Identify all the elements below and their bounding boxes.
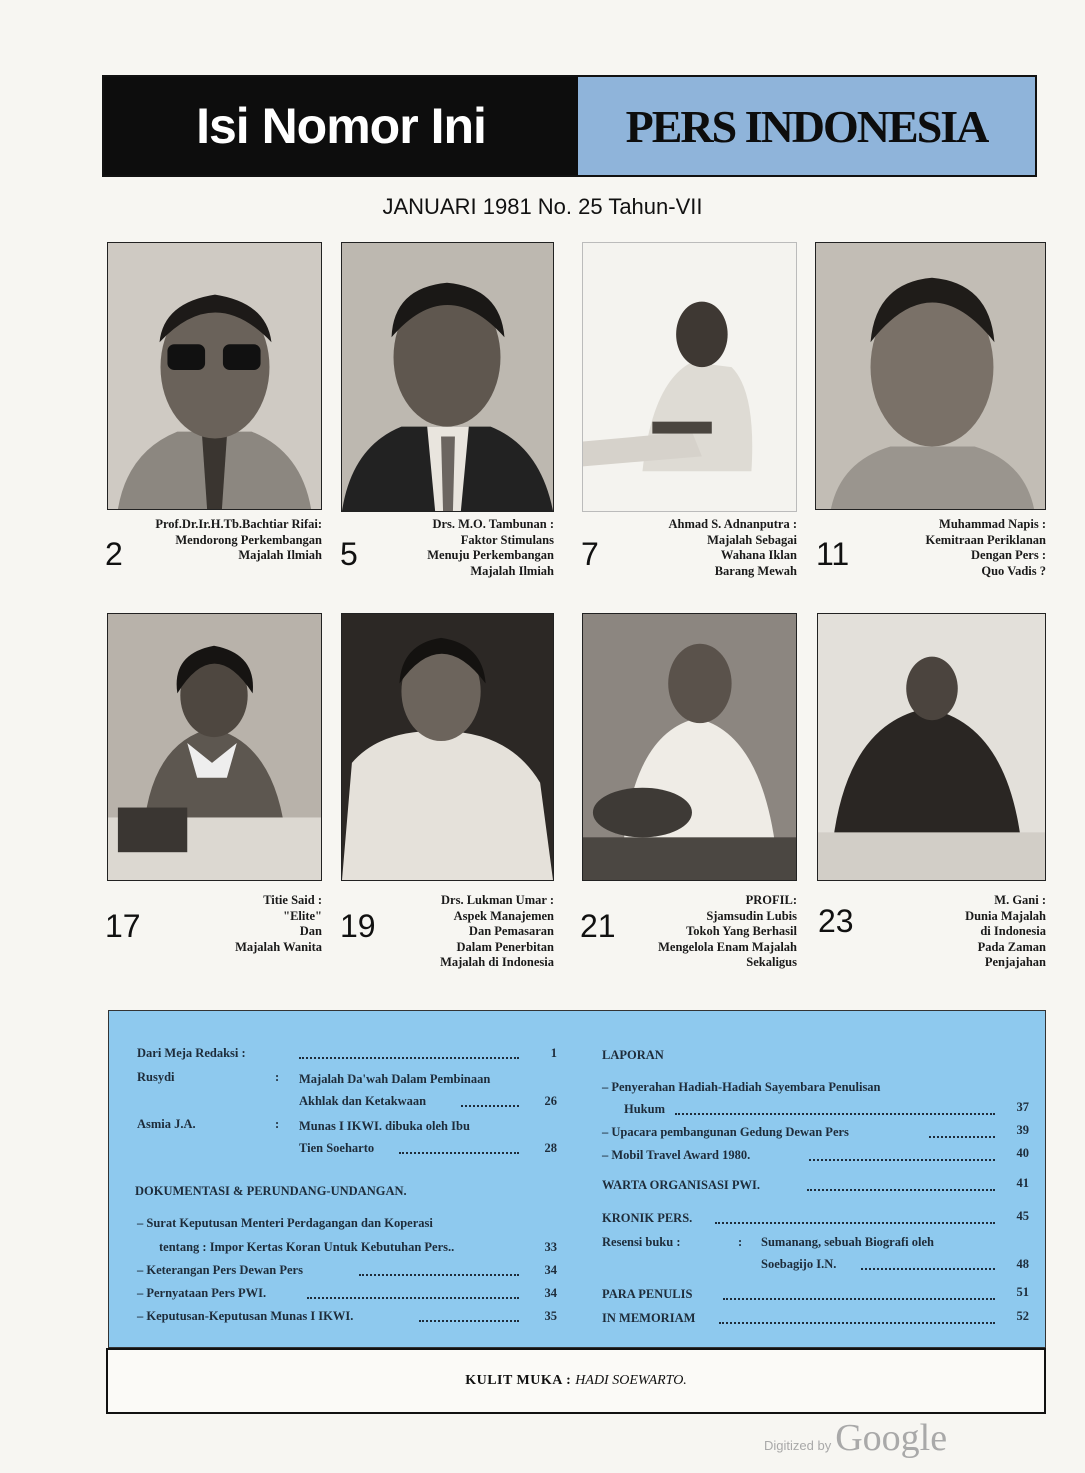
dot-leader bbox=[675, 1113, 995, 1115]
toc-page: 39 bbox=[1016, 1123, 1029, 1137]
page-number: 23 bbox=[818, 903, 854, 939]
toc-page: 48 bbox=[1016, 1257, 1029, 1271]
toc-colon: : bbox=[738, 1235, 743, 1249]
toc-title: Akhlak dan Ketakwaan bbox=[299, 1094, 427, 1108]
toc-page: 37 bbox=[1016, 1100, 1029, 1114]
page-number: 21 bbox=[580, 908, 616, 944]
toc-item: Hukum bbox=[624, 1102, 665, 1116]
article-caption: Drs. M.O. Tambunan : Faktor Stimulans Menuju Perkembangan Majalah Ilmiah bbox=[427, 517, 554, 578]
toc-title: Soebagijo I.N. bbox=[761, 1257, 837, 1271]
dot-leader bbox=[929, 1136, 995, 1138]
dot-leader bbox=[715, 1222, 995, 1224]
toc-label: Resensi buku : bbox=[602, 1235, 681, 1249]
page-number: 11 bbox=[816, 536, 850, 572]
digitized-watermark bbox=[764, 1416, 947, 1460]
article-caption: M. Gani : Dunia Majalah di Indonesia Pada Zaman Penjajahan bbox=[965, 893, 1046, 969]
article-caption: Prof.Dr.Ir.H.Tb.Bachtiar Rifai: Mendorong Perkembangan Majalah Ilmiah bbox=[155, 517, 322, 562]
dot-leader bbox=[809, 1159, 995, 1161]
photo-portrait-5 bbox=[107, 613, 322, 881]
photo-portrait-2 bbox=[341, 242, 554, 512]
toc-title: Sumanang, sebuah Biografi oleh bbox=[761, 1235, 934, 1249]
toc-item: – Upacara pembangunan Gedung Dewan Pers bbox=[602, 1125, 849, 1139]
toc-item: – Penyerahan Hadiah-Hadiah Sayembara Penulisan bbox=[602, 1080, 881, 1094]
toc-page: 28 bbox=[544, 1141, 557, 1155]
google-logo: Google bbox=[835, 1417, 948, 1459]
toc-author: Asmia J.A. bbox=[137, 1117, 196, 1131]
dot-leader bbox=[461, 1105, 519, 1107]
toc-page: 34 bbox=[544, 1286, 557, 1300]
toc-item: – Keterangan Pers Dewan Pers bbox=[137, 1263, 303, 1277]
toc-label: Dari Meja Redaksi : bbox=[137, 1046, 246, 1060]
article-caption: Muhammad Napis : Kemitraan Periklanan Dengan Pers : Quo Vadis ? bbox=[925, 517, 1046, 578]
toc-title: Majalah Da'wah Dalam Pembinaan bbox=[299, 1072, 491, 1086]
cover-credit-name: HADI SOEWARTO. bbox=[575, 1373, 687, 1388]
article-caption: PROFIL: Sjamsudin Lubis Tokoh Yang Berhasil Mengelola Enam Majalah Sekaligus bbox=[658, 893, 797, 969]
dot-leader bbox=[399, 1152, 519, 1154]
toc-item: – Surat Keputusan Menteri Perdagangan dan Koperasi bbox=[137, 1216, 433, 1230]
toc-label: IN MEMORIAM bbox=[602, 1311, 696, 1325]
toc-box bbox=[108, 1010, 1046, 1348]
toc-page: 40 bbox=[1016, 1146, 1029, 1160]
page-number: 2 bbox=[105, 536, 123, 572]
toc-item: – Pernyataan Pers PWI. bbox=[137, 1286, 267, 1300]
contents-title: Isi Nomor Ini bbox=[104, 77, 578, 175]
magazine-title: PERS INDONESIA bbox=[578, 77, 1035, 175]
toc-label: KRONIK PERS. bbox=[602, 1211, 693, 1225]
toc-page: 51 bbox=[1016, 1285, 1029, 1299]
toc-colon: : bbox=[275, 1117, 280, 1131]
header-banner bbox=[102, 75, 1037, 177]
issue-line: JANUARI 1981 No. 25 Tahun-VII bbox=[382, 194, 703, 219]
article-caption: Ahmad S. Adnanputra : Majalah Sebagai Wahana Iklan Barang Mewah bbox=[668, 517, 797, 578]
toc-page: 41 bbox=[1016, 1176, 1029, 1190]
photo-portrait-4 bbox=[815, 242, 1046, 510]
toc-item: tentang : Impor Kertas Koran Untuk Kebutuhan Pers.. bbox=[159, 1240, 455, 1254]
toc-page: 33 bbox=[544, 1240, 557, 1254]
cover-credit bbox=[106, 1348, 1046, 1414]
dot-leader bbox=[723, 1298, 995, 1300]
dot-leader bbox=[807, 1189, 995, 1191]
toc-page: 35 bbox=[544, 1309, 557, 1323]
toc-page: 45 bbox=[1016, 1209, 1029, 1223]
article-caption: Titie Said : "Elite" Dan Majalah Wanita bbox=[235, 893, 322, 954]
page-number: 17 bbox=[105, 908, 141, 944]
toc-heading: LAPORAN bbox=[602, 1048, 664, 1062]
dot-leader bbox=[861, 1268, 995, 1270]
toc-colon: : bbox=[275, 1070, 280, 1084]
page-number: 5 bbox=[340, 536, 358, 572]
photo-portrait-3 bbox=[582, 242, 797, 512]
toc-page: 1 bbox=[550, 1046, 557, 1060]
toc-title: Tien Soeharto bbox=[299, 1141, 375, 1155]
dot-leader bbox=[299, 1057, 519, 1059]
photo-portrait-6 bbox=[341, 613, 554, 881]
dot-leader bbox=[719, 1322, 995, 1324]
page-number: 19 bbox=[340, 908, 376, 944]
watermark-prefix: Digitized by bbox=[764, 1438, 832, 1453]
photo-portrait-1 bbox=[107, 242, 322, 510]
page-number: 7 bbox=[581, 536, 599, 572]
cover-credit-label: KULIT MUKA : bbox=[465, 1373, 572, 1388]
toc-label: WARTA ORGANISASI PWI. bbox=[602, 1178, 761, 1192]
dot-leader bbox=[419, 1320, 519, 1322]
dot-leader bbox=[359, 1274, 519, 1276]
toc-page: 34 bbox=[544, 1263, 557, 1277]
dot-leader bbox=[307, 1297, 519, 1299]
toc-item: – Mobil Travel Award 1980. bbox=[602, 1148, 751, 1162]
photo-portrait-8 bbox=[817, 613, 1046, 881]
article-caption: Drs. Lukman Umar : Aspek Manajemen Dan Pemasaran Dalam Penerbitan Majalah di Indonesia bbox=[440, 893, 554, 969]
photo-portrait-7 bbox=[582, 613, 797, 881]
toc-label: PARA PENULIS bbox=[602, 1287, 693, 1301]
toc-page: 52 bbox=[1016, 1309, 1029, 1323]
toc-item: – Keputusan-Keputusan Munas I IKWI. bbox=[137, 1309, 354, 1323]
toc-heading: DOKUMENTASI & PERUNDANG-UNDANGAN. bbox=[135, 1184, 407, 1198]
toc-author: Rusydi bbox=[137, 1070, 175, 1084]
toc-page: 26 bbox=[544, 1094, 557, 1108]
toc-title: Munas I IKWI. dibuka oleh Ibu bbox=[299, 1119, 470, 1133]
